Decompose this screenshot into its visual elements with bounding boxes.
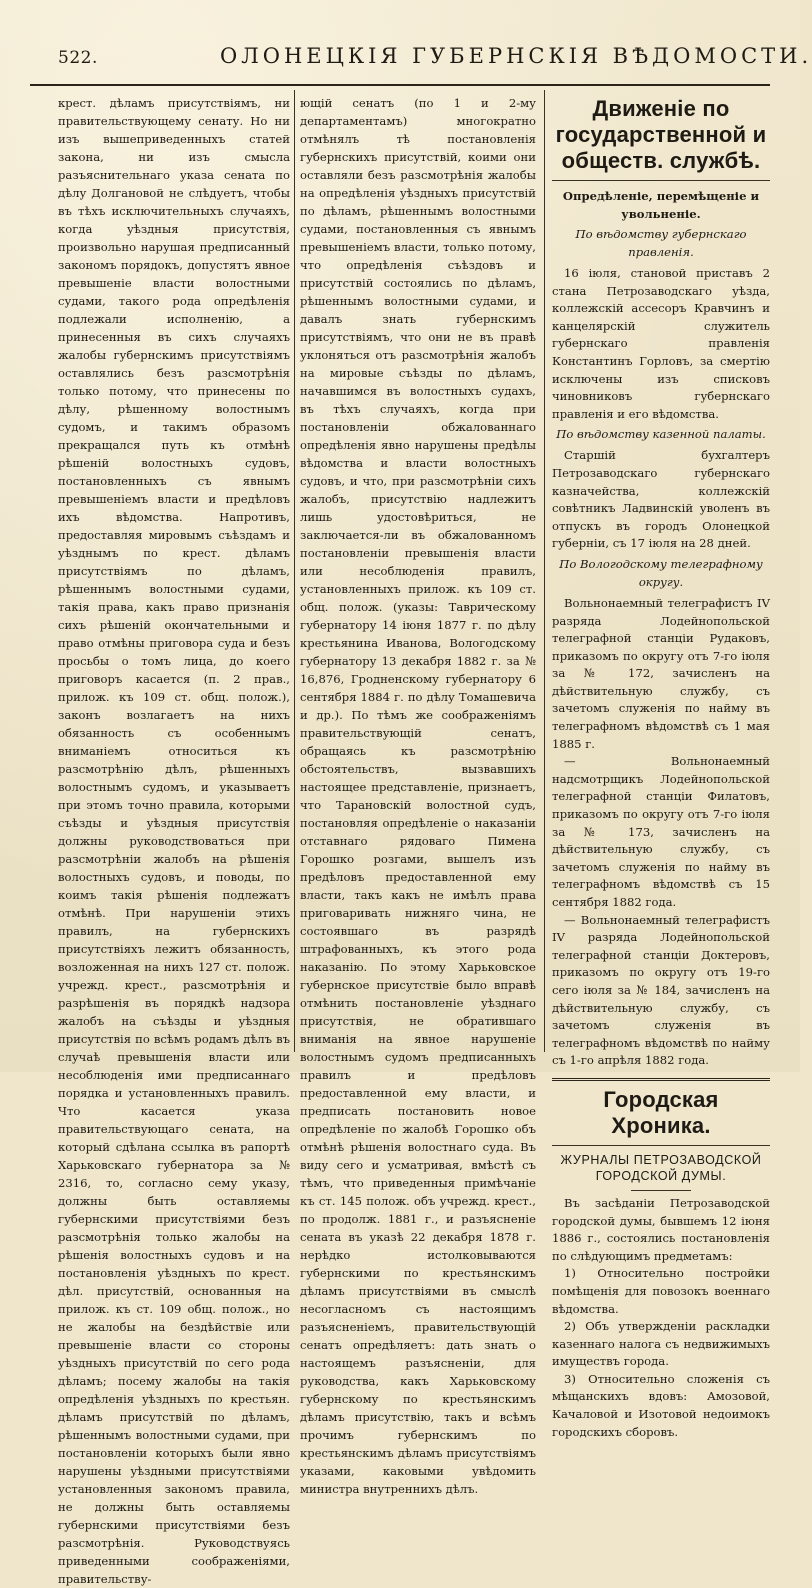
column-2	[300, 94, 536, 1496]
department-heading: По вѣдомству казенной палаты.	[556, 427, 766, 442]
column-1	[58, 94, 290, 1586]
service-section-title: Движеніе по государственной и обществ. службѣ.	[555, 96, 767, 173]
section-rule	[552, 1078, 770, 1081]
column-divider	[294, 90, 295, 1052]
department-heading: По Вологодскому телеграфному округу.	[559, 556, 763, 589]
column-divider	[544, 90, 545, 1052]
notice-text: — Вольнонаемный надсмотрщикъ Лодейнопольской телеграфной станціи Филатовъ, приказомъ по округу отъ 7-го іюля за № 173, зачисленъ на дѣйствительную службу, съ зачетомъ служенія по найму въ телеграфномъ вѣдомствѣ съ 15 сентября 1882 года.	[552, 754, 770, 909]
journal-item: 1) Относительно постройки помѣщенія для повозокъ военнаго вѣдомства.	[552, 1266, 770, 1316]
department-heading: По вѣдомству губернскаго правленія.	[575, 227, 747, 259]
notice-text: Старшій бухгалтеръ Петрозаводскаго губернскаго казначейства, коллежскій совѣтникъ Ладвинскій уволенъ въ отпускъ въ городъ Олонецкой губерніи, съ 17 іюля на 28 дней.	[552, 448, 770, 551]
journal-heading: ЖУРНАЛЫ ПЕТРОЗАВОДСКОЙ ГОРОДСКОЙ ДУМЫ.	[560, 1152, 762, 1183]
notice-text: — Вольнонаемный телеграфистъ IV разряда Лодейнопольской телеграфной станціи Доктеровъ, приказомъ по округу отъ 19-го сего іюля за № 184, зачисленъ на дѣйствительную службу, съ зачетомъ служенія въ телеграфномъ вѣдомствѣ по найму съ 1-го апрѣля 1882 года.	[552, 912, 770, 1068]
short-rule	[631, 1190, 691, 1191]
notice-text: Вольнонаемный телеграфистъ IV разряда Лодейнопольской телеграфной станціи Рудаковъ, приказомъ по округу отъ 7-го іюля за № 172, зачисленъ на дѣйствительную службу, съ зачетомъ служенія по найму въ телеграфномъ вѣдомствѣ съ 1 мая 1885 г.	[552, 595, 770, 751]
article-text: ющій сенатъ (по 1 и 2-му департаментамъ) многократно отмѣнялъ тѣ постановленія губернскихъ присутствій, коими они оставляли безъ разсмотрѣнія жалобы на опредѣленія уѣздныхъ присутствій по дѣламъ, рѣшеннымъ волостными судами, постановленныя съ явнымъ превышеніемъ власти, только потому, что опредѣленія съѣздовъ и присутствій состоялись по дѣламъ, рѣшеннымъ волостными судами, и давалъ знать губернскимъ присутствіямъ, что они не въ правѣ уклоняться отъ разсмотрѣнія жалобъ на мировые съѣзды по дѣламъ, начавшимся въ волостныхъ судахъ, въ тѣхъ случаяхъ, когда при постановленіи обжалованнаго опредѣленія явно нарушены предѣлы вѣдомства и власти волостныхъ судовъ, и что, при разсмотрѣніи сихъ жалобъ, присутствію надлежитъ лишь удостовѣриться, не заключается-ли въ обжалованномъ постановленіи превышенія власти или несоблюденія правилъ, установленныхъ прилож. къ 109 ст. общ. полож. (указы: Таврическому губернатору 14 іюня 1877 г. по дѣлу крестьянина Иванова, Вологодскому губернатору 13 декабря 1882 г. за № 16,876, Гродненскому губернатору 6 сентября 1884 г. по дѣлу Томашевича и др.). По тѣмъ же соображеніямъ правительствующій сенатъ, обращаясь къ разсмотрѣнію обстоятельствъ, вызвавшихъ настоящее представленіе, признаетъ, что Тарановскій волостной судъ, постановляя опредѣленіе о наказаніи отставнаго рядоваго Пимена Горошко розгами, вышелъ изъ предѣловъ предоставленной ему власти, такъ какъ не имѣлъ права приговаривать нижняго чина, не состоявшаго въ разрядѣ штрафованныхъ, къ этого рода наказанію. По этому Харьковское губернское присутствіе было вправѣ отмѣнить постановленіе уѣзднаго присутствія, не обратившаго вниманія на явное нарушеніе волостнымъ судомъ предписанныхъ правилъ и предѣловъ предоставленной ему власти, и предписать постановить новое опредѣленіе по жалобѣ Горошко объ отмѣнѣ рѣшенія волостнаго суда. Въ виду сего и усматривая, вмѣстѣ съ тѣмъ, что приведенныя примѣчаніе къ ст. 145 полож. объ учрежд. крест., по продолж. 1881 г., и разъясненіе сената въ указѣ 22 декабря 1878 г. нерѣдко истолковываются губернскими по крестьянскимъ дѣламъ присутствіями въ смыслѣ несогласномъ съ настоящимъ разъясненіемъ, правительствующій сенатъ опредѣляетъ: дать знать о настоящемъ разъясненіи, для руководства, какъ Харьковскому губернскому по крестьянскимъ дѣламъ присутствію, такъ и всѣмъ прочимъ губернскимъ по крестьянскимъ дѣламъ присутствіямъ указами, каковыми увѣдомить министра внутреннихъ дѣлъ.	[300, 96, 536, 1496]
notice-text: 16 іюля, становой приставъ 2 стана Петрозаводскаго уѣзда, коллежскій ассесоръ Кравчинъ и канцелярскій служитель губернскаго правленія Константинъ Горловъ, за смертію исключены изъ списковъ чиновниковъ губернскаго правленія и его вѣдомства.	[552, 266, 770, 421]
journal-item: 3) Относительно сложенія съ мѣщанскихъ вдовъ: Амозовой, Качаловой и Изотовой недоимокъ городскихъ сборовъ.	[552, 1371, 770, 1439]
journal-item: 2) Объ утвержденіи раскладки казеннаго налога съ недвижимыхъ имуществъ города.	[552, 1319, 770, 1369]
masthead-title: ОЛОНЕЦКІЯ ГУБЕРНСКІЯ ВѢДОМОСТИ.	[220, 44, 812, 68]
journal-text: Въ засѣданіи Петрозаводской городской думы, бывшемъ 12 іюня 1886 г., состоялись постановленія по слѣдующимъ предметамъ:	[552, 1195, 770, 1263]
column-3	[552, 94, 770, 1439]
chronicle-title: Городская Хроника.	[603, 1086, 719, 1138]
section-rule	[552, 1145, 770, 1146]
header-rule	[30, 84, 770, 86]
page-number: 522.	[58, 48, 98, 68]
page-header	[30, 38, 812, 78]
article-text: крест. дѣламъ присутствіямъ, ни правительствующему сенату. Но ни изъ вышеприведенныхъ статей закона, ни изъ смысла разъяснительнаго указа сената по дѣлу Долгановой не слѣдуетъ, чтобы въ тѣхъ исключительныхъ случаяхъ, когда уѣздныя присутствія, произвольно нарушая предписанный закономъ порядокъ, допустятъ явное превышеніе власти волостными судами, такого рода опредѣленія подлежали исполненію, а принесенныя въ сихъ случаяхъ жалобы губернскимъ присутствіямъ оставлялись безъ разсмотрѣнія только потому, что принесены по дѣлу, рѣшенному волостнымъ судомъ, и такимъ образомъ прекращался путь къ отмѣнѣ рѣшеній волостныхъ судовъ, постановленныхъ съ явнымъ превышеніемъ власти и предѣловъ ихъ вѣдомства. Напротивъ, предоставляя мировымъ съѣздамъ и уѣзднымъ по крест. дѣламъ присутствіямъ по дѣламъ, рѣшеннымъ волостными судами, такія права, какъ право признанія сихъ рѣшеній окончательными и право отмѣны приговора суда и безъ просьбы о томъ лица, до коего приговоръ касается (п. 2 прав., прилож. къ 109 ст. общ. полож.), законъ возлагаетъ на нихъ обязанность съ особеннымъ вниманіемъ относиться къ разсмотрѣнію дѣлъ, рѣшенныхъ волостнымъ судомъ, и указываетъ при этомъ точно правила, которыми съѣзды и уѣздныя присутствія должны руководствоваться при разсмотрѣніи жалобъ на рѣшенія волостныхъ судовъ, и поводы, по коимъ такія рѣшенія подлежатъ отмѣнѣ. При нарушеніи этихъ правилъ, на губернскихъ присутствіяхъ лежитъ обязанность, возложенная на нихъ 127 ст. полож. учрежд. крест., разсмотрѣнія и разрѣшенія въ порядкѣ надзора жалобъ на съѣзды и уѣздныя присутствія по всѣмъ родамъ дѣлъ въ случаѣ превышенія власти или несоблюденія ими предписаннаго порядка и установленныхъ правилъ. Что касается указа правительствующаго сената, на который сдѣлана ссылка въ рапортѣ Харьковскаго губернатора за № 2316, то, согласно сему указу, должны быть оставляемы губернскими присутствіями безъ разсмотрѣнія только жалобы на рѣшенія волостныхъ судовъ и на постановленія уѣздныхъ по крест. дѣл. присутствій, основанныя на прилож. къ ст. 109 общ. полож., но не жалобы на бездѣйствіе или превышеніе власти со стороны уѣздныхъ присутствій по сего рода дѣламъ; посему жалобы на такія опредѣленія уѣздныхъ по крестьян. дѣламъ присутствій по дѣламъ, рѣшеннымъ волостными судами, при постановленіи которыхъ были явно нарушены уѣздными присутствіями установленныя закономъ правила, не должны быть оставляемы губернскими присутствіями безъ разсмотрѣнія. Руководствуясь приведенными соображеніями, правительству-	[58, 96, 290, 1586]
section-rule	[552, 180, 770, 181]
subsection-heading: Опредѣленіе, перемѣщеніе и увольненіе.	[562, 189, 760, 221]
